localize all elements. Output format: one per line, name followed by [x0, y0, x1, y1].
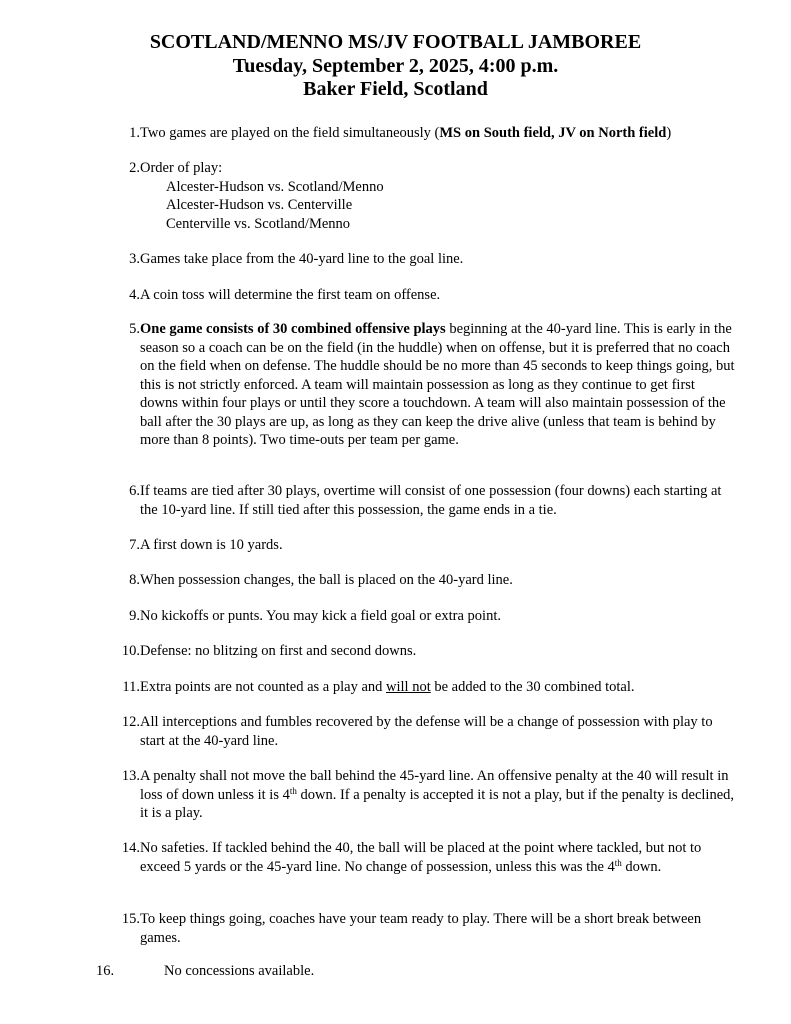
rule-text: If teams are tied after 30 plays, overtime will consist of one possession (four downs) each starting at the 10-yard line. If still tied after this possession, the game ends in a tie.: [140, 483, 722, 518]
rule-number: 4.: [129, 287, 140, 303]
game-2: Alcester-Hudson vs. Centerville: [166, 197, 353, 213]
rule-text: One game consists of 30 combined offensive plays beginning at the 40-yard line. This is early in the season so a coach can be on the field (in the huddle) when on offense, but it is preferred that no coach on the field when on defense. The huddle should be no more than 45 seconds to keep things going, but this is not strictly enforced. A team will maintain possession as long as they continue to get first downs within four plays or until they score a touchdown. A team will also maintain possession of the ball after the 30 plays are up, as long as they can keep the drive alive (unless that team is behind by more than 8 points). Two time-outs per team per game.: [140, 321, 735, 448]
rule-text: No kickoffs or punts. You may kick a field goal or extra point.: [140, 608, 501, 624]
rule-text: A penalty shall not move the ball behind the 45-yard line. An offensive penalty at the 40 will result in loss of down unless it is 4th down. If a penalty is accepted it is not a play, but if the penalty is declined, it is a play.: [140, 768, 735, 821]
document-title: SCOTLAND/MENNO MS/JV FOOTBALL JAMBOREE: [149, 31, 642, 53]
rule-text: A coin toss will determine the first team on offense.: [140, 287, 441, 303]
rule-number: 12.: [121, 714, 140, 730]
rule-number: 6.: [129, 483, 140, 499]
rule-number: 16.: [96, 963, 115, 979]
rule-6: [116, 482, 736, 519]
game-1: Alcester-Hudson vs. Scotland/Menno: [166, 178, 384, 195]
rule-12: [116, 713, 736, 750]
rule-number: 1.: [129, 125, 140, 141]
rule-number: 7.: [129, 537, 140, 553]
rule-text: A first down is 10 yards.: [140, 537, 283, 553]
rule-5: [116, 320, 736, 450]
rule-number: 11.: [122, 679, 140, 695]
rule-number: 14.: [121, 840, 140, 856]
rule-15: [116, 910, 736, 947]
rule-text: Defense: no blitzing on first and second downs.: [140, 643, 417, 659]
rule-number: 13.: [121, 768, 140, 784]
rule-10: [116, 642, 736, 661]
rule-8: [116, 571, 736, 590]
rule-9: [116, 607, 736, 626]
rule-text: Order of play: Alcester-Hudson vs. Scotland/Menno Alcester-Hudson vs. Centerville Centerville vs. Scotland/Menno: [140, 159, 736, 233]
rule-text: To keep things going, coaches have your team ready to play. There will be a short break between games.: [140, 911, 702, 946]
event-date: Tuesday, September 2, 2025, 4:00 p.m.: [232, 55, 559, 77]
rule-number: 10.: [121, 643, 140, 659]
rule-number: 15.: [121, 911, 140, 927]
rule-number: 3.: [129, 251, 140, 267]
rule-text: Two games are played on the field simultaneously (MS on South field, JV on North field): [140, 125, 672, 141]
rule-7: [116, 536, 736, 555]
rule-3: [116, 250, 736, 269]
rule-text: Games take place from the 40-yard line to the goal line.: [140, 251, 464, 267]
rule-number: 8.: [129, 572, 140, 588]
rule-text: No concessions available.: [164, 963, 315, 979]
rule-2: [116, 159, 736, 233]
rule-13: [116, 767, 736, 823]
game-3: Centerville vs. Scotland/Menno: [166, 215, 351, 232]
rule-text: When possession changes, the ball is placed on the 40-yard line.: [140, 572, 513, 588]
rule-number: 2.: [129, 160, 140, 176]
rule-4: [116, 286, 736, 305]
rule-number: 5.: [129, 321, 140, 337]
rule-14: [116, 839, 736, 876]
rule-text: No safeties. If tackled behind the 40, the ball will be placed at the point where tackled, but not to exceed 5 yards or the 45-yard line. No change of possession, unless this was the 4th down.: [140, 840, 702, 875]
rule-number: 9.: [129, 608, 140, 624]
event-location: Baker Field, Scotland: [303, 78, 488, 100]
rule-text: Extra points are not counted as a play and will not be added to the 30 combined total.: [140, 679, 635, 695]
rule-11: [116, 678, 736, 697]
rule-1: [116, 124, 756, 143]
rule-text: All interceptions and fumbles recovered by the defense will be a change of possession with play to start at the 40-yard line.: [140, 714, 713, 749]
